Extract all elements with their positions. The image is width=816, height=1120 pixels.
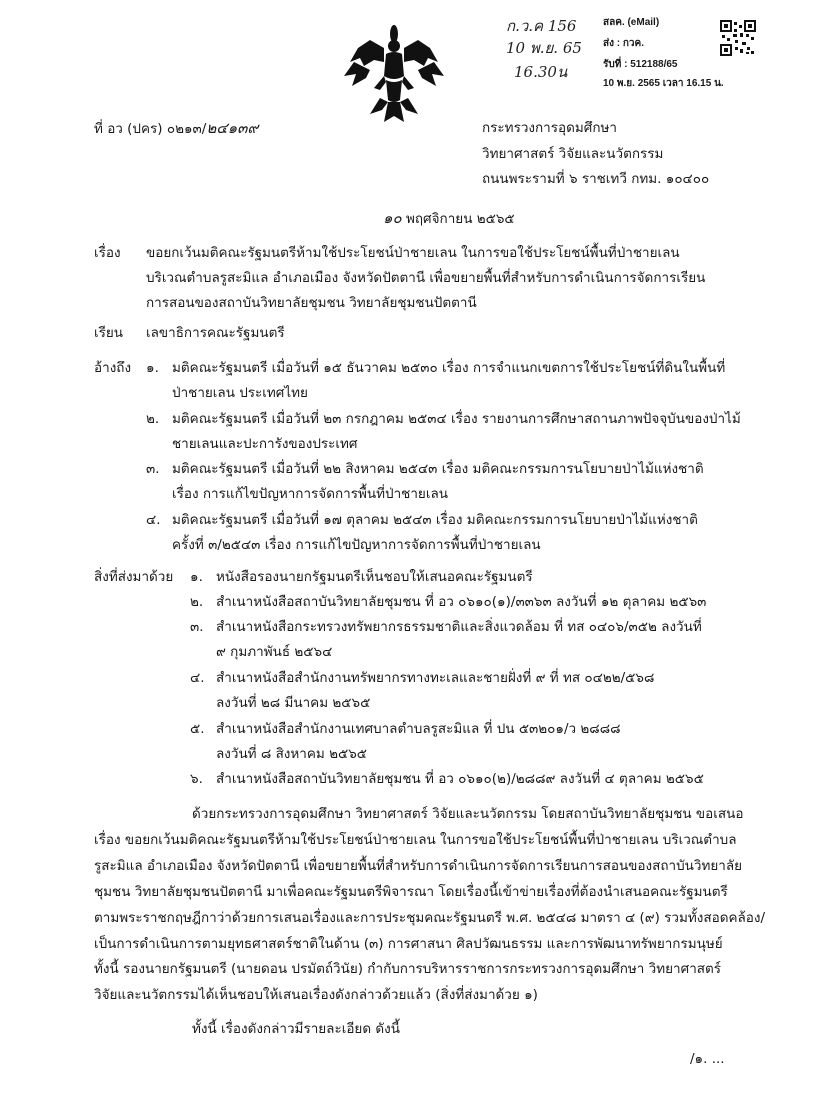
enclosure-item	[190, 667, 654, 689]
page-continuation: /๑. ...	[690, 1051, 725, 1067]
reference-text-line-1: มติคณะรัฐมนตรี เมื่อวันที่ ๒๒ สิงหาคม ๒๕๔๓ เรื่อง มติคณะกรรมการนโยบายป่าไม้แห่งชาติ	[172, 461, 704, 477]
stamp-datetime: 10 พ.ย. 2565 เวลา 16.15 น.	[603, 78, 724, 89]
reference-number: ๓.	[146, 461, 160, 477]
document-date-month-year: พฤศจิกายน ๒๕๖๕	[405, 211, 515, 227]
body-line-4: ชุมชน วิทยาลัยชุมชนปัตตานี มาเพื่อคณะรัฐมนตรีพิจารณา โดยเรื่องนี้เข้าข่ายเรื่องที่ต้องนำเสนอคณะรัฐมนตรี	[94, 884, 728, 900]
enclosure-item	[190, 566, 533, 588]
reference-number: ๒.	[146, 411, 160, 427]
subject-line-3: การสอนของสถาบันวิทยาลัยชุมชน วิทยาลัยชุมชนปัตตานี	[146, 295, 477, 311]
sender-address-line-2: วิทยาศาสตร์ วิจัยและนวัตกรรม	[482, 146, 664, 162]
handwritten-receipt-date: 10 พ.ย. 65	[506, 39, 582, 57]
enclosure-number: ๒.	[190, 594, 204, 610]
reference-item	[146, 357, 725, 379]
enclosure-text-line-1: สำเนาหนังสือสถาบันวิทยาลัยชุมชน ที่ อว ๐๖๑๐(๑)/๓๓๖๓ ลงวันที่ ๑๒ ตุลาคม ๒๕๖๓	[216, 594, 707, 610]
stamp-received-number: รับที่ : 512188/65	[603, 59, 678, 70]
body-line-3: รูสะมิแล อำเภอเมือง จังหวัดปัตตานี เพื่อขยายพื้นที่สำหรับการดำเนินการจัดการเรียนการสอนของสถาบันวิทยาลัย	[94, 858, 743, 874]
enclosure-text-line-1: สำเนาหนังสือกระทรวงทรัพยากรธรรมชาติและสิ่งแวดล้อม ที่ ทส ๐๔๐๖/๓๕๒ ลงวันที่	[216, 619, 702, 635]
reference-text-line-2: ป่าชายเลน ประเทศไทย	[172, 385, 308, 401]
reference-text-line-2: ครั้งที่ ๓/๒๕๔๓ เรื่อง การแก้ไขปัญหาการจัดการพื้นที่ป่าชายเลน	[172, 537, 541, 553]
enclosure-number: ๑.	[190, 569, 203, 585]
garuda-emblem-icon	[340, 18, 448, 128]
receipt-stamp	[603, 14, 724, 92]
reference-item	[146, 509, 698, 531]
body-closing: ทั้งนี้ เรื่องดังกล่าวมีรายละเอียด ดังนี้	[192, 1021, 400, 1037]
enclosure-text-line-2: ลงวันที่ ๘ สิงหาคม ๒๕๖๕	[216, 746, 368, 762]
document-number-prefix: ที่ อว (ปคร) ๐๒๑๓/	[94, 121, 207, 137]
document-date	[383, 207, 515, 230]
to-label: เรียน	[94, 325, 124, 341]
body-line-5: ตามพระราชกฤษฎีกาว่าด้วยการเสนอเรื่องและการประชุมคณะรัฐมนตรี พ.ศ. ๒๕๔๘ มาตรา ๔ (๙) รวมทั้งสอดคล้อง/	[94, 910, 766, 926]
enclosure-item	[190, 591, 706, 613]
sender-address-line-1: กระทรวงการอุดมศึกษา	[482, 120, 617, 136]
enclosure-number: ๖.	[190, 771, 203, 787]
references-label: อ้างถึง	[94, 360, 132, 376]
enclosure-number: ๔.	[190, 670, 205, 686]
handwritten-receipt-time: 16.30น	[514, 63, 568, 81]
enclosure-text-line-2: ๙ กุมภาพันธ์ ๒๕๖๔	[216, 644, 333, 660]
enclosure-text-line-2: ลงวันที่ ๒๘ มีนาคม ๒๕๖๕	[216, 695, 371, 711]
reference-number: ๑.	[146, 360, 159, 376]
stamp-send-to: ส่ง : กวค.	[603, 38, 645, 49]
to-recipient: เลขาธิการคณะรัฐมนตรี	[146, 325, 285, 341]
enclosure-number: ๕.	[190, 721, 205, 737]
qr-code-icon	[720, 20, 756, 60]
enclosure-item	[190, 718, 621, 740]
enclosure-text-line-1: สำเนาหนังสือสถาบันวิทยาลัยชุมชน ที่ อว ๐๖๑๐(๒)/๒๘๘๙ ลงวันที่ ๔ ตุลาคม ๒๕๖๕	[216, 771, 704, 787]
reference-text-line-2: เรื่อง การแก้ไขปัญหาการจัดการพื้นที่ป่าชายเลน	[172, 486, 448, 502]
document-date-day: ๑๐	[383, 209, 402, 227]
stamp-org: สลค. (eMail)	[603, 17, 660, 28]
reference-item	[146, 458, 704, 480]
body-line-8: วิจัยและนวัตกรรมได้เห็นชอบให้เสนอเรื่องดังกล่าวด้วยแล้ว (สิ่งที่ส่งมาด้วย ๑)	[94, 987, 538, 1003]
subject-line-2: บริเวณตำบลรูสะมิแล อำเภอเมือง จังหวัดปัตตานี เพื่อขยายพื้นที่สำหรับการดำเนินการจัดการเรียน	[146, 270, 706, 286]
reference-number: ๔.	[146, 512, 161, 528]
document-number-handwritten: ๒๔๑๓๙	[206, 119, 259, 137]
enclosure-text-line-1: สำเนาหนังสือสำนักงานทรัพยากรทางทะเลและชายฝั่งที่ ๙ ที่ ทส ๐๔๒๒/๕๖๘	[216, 670, 655, 686]
subject-line-1: ขอยกเว้นมติคณะรัฐมนตรีห้ามใช้ประโยชน์ป่าชายเลน ในการขอใช้ประโยชน์พื้นที่ป่าชายเลน	[146, 245, 680, 261]
reference-text-line-1: มติคณะรัฐมนตรี เมื่อวันที่ ๒๓ กรกฎาคม ๒๕๓๔ เรื่อง รายงานการศึกษาสถานภาพปัจจุบันของป่าไม้	[172, 411, 741, 427]
body-line-1: ด้วยกระทรวงการอุดมศึกษา วิทยาศาสตร์ วิจัยและนวัตกรรม โดยสถาบันวิทยาลัยชุมชน ขอเสนอ	[192, 806, 744, 822]
enclosure-number: ๓.	[190, 619, 204, 635]
body-line-2: เรื่อง ขอยกเว้นมติคณะรัฐมนตรีห้ามใช้ประโยชน์ป่าชายเลน ในการขอใช้ประโยชน์พื้นที่ป่าชายเลน บริเวณตำบล	[94, 832, 737, 848]
reference-item	[146, 408, 741, 430]
enclosure-text-line-1: สำเนาหนังสือสำนักงานเทศบาลตำบลรูสะมิแล ที่ ปน ๕๓๒๐๑/ว ๒๘๘๘	[216, 721, 621, 737]
enclosure-item	[190, 616, 702, 638]
enclosure-item	[190, 768, 704, 790]
reference-text-line-1: มติคณะรัฐมนตรี เมื่อวันที่ ๑๗ ตุลาคม ๒๕๔๓ เรื่อง มติคณะกรรมการนโยบายป่าไม้แห่งชาติ	[172, 512, 698, 528]
subject-label: เรื่อง	[94, 245, 121, 261]
handwritten-receipt-number: ก.ว.ค 156	[506, 17, 577, 35]
document-number	[94, 117, 258, 140]
reference-text-line-1: มติคณะรัฐมนตรี เมื่อวันที่ ๑๕ ธันวาคม ๒๕๓๐ เรื่อง การจำแนกเขตการใช้ประโยชน์ที่ดินในพื้นที่	[172, 360, 726, 376]
enclosure-text-line-1: หนังสือรองนายกรัฐมนตรีเห็นชอบให้เสนอคณะรัฐมนตรี	[216, 569, 533, 585]
sender-address-line-3: ถนนพระรามที่ ๖ ราชเทวี กทม. ๑๐๔๐๐	[482, 171, 710, 187]
body-line-6: เป็นการดำเนินการตามยุทธศาสตร์ชาติในด้าน (๓) การศาสนา ศิลปวัฒนธรรม และการพัฒนาทรัพยากรมนุษย์	[94, 936, 723, 952]
enclosures-label: สิ่งที่ส่งมาด้วย	[94, 569, 174, 585]
reference-text-line-2: ชายเลนและปะการังของประเทศ	[172, 436, 358, 452]
body-line-7: ทั้งนี้ รองนายกรัฐมนตรี (นายดอน ปรมัตถ์วินัย) กำกับการบริหารราชการกระทรวงการอุดมศึกษา วิทยาศาสตร์	[94, 961, 722, 977]
